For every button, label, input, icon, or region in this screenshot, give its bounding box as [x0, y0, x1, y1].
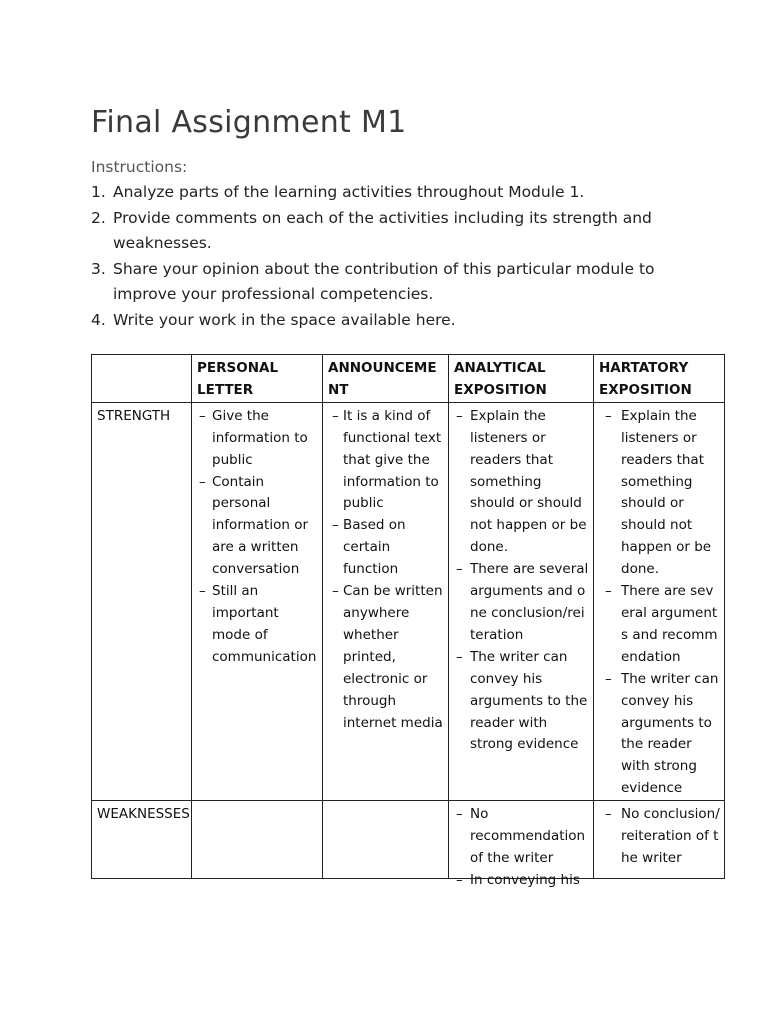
list-item: – In conveying his [456, 871, 580, 888]
cell-strength-personal-letter [192, 402, 323, 800]
cell-weaknesses-hortatory-exposition [594, 801, 725, 879]
cell-strength-analytical-exposition [449, 402, 594, 800]
list-item: – Explain the listeners or readers that something should or should not happen or be done. [456, 407, 587, 556]
list-item: – The writer can convey his arguments to the reader with strong evidence [605, 670, 719, 797]
list-item: – Give the information to public [199, 407, 308, 468]
list-item: – It is a kind of functional text that give the information to public [332, 407, 442, 512]
list-item: – No recommendation of the writer [456, 806, 586, 866]
comparison-table [91, 354, 725, 888]
header-announcement: ANNOUNCEMENT [323, 355, 449, 403]
list-item: – Can be written anywhere whether printed, electronic or through internet media [332, 583, 443, 731]
list-item: – Based on certain function [332, 517, 406, 578]
list-item: – Explain the listeners or readers that something should or should not happen or be done. [605, 407, 712, 578]
list-item: – Still an important mode of communication [199, 583, 317, 665]
header-personal-letter: PERSONAL LETTER [192, 355, 323, 403]
row-label-weaknesses: WEAKNESSES [92, 801, 192, 879]
table-row-strength [92, 402, 725, 800]
page-title: Final Assignment M1 [91, 105, 407, 140]
list-item: – Contain personal information or are a written conversation [199, 473, 309, 578]
instructions-heading: Instructions: [91, 158, 188, 176]
instruction-item: 2. Provide comments on each of the activities including its strength and weaknesses. [91, 208, 652, 252]
header-analytical-exposition: ANALYTICAL EXPOSITION [449, 355, 594, 403]
header-hortatory-exposition: HARTATORY EXPOSITION [594, 355, 725, 403]
table-row-weaknesses [92, 801, 725, 879]
list-item: – There are several arguments and recommendation [605, 583, 718, 665]
instruction-item: 1. Analyze parts of the learning activities throughout Module 1. [91, 183, 585, 201]
document-page [91, 104, 731, 333]
row-label-strength: STRENGTH [92, 402, 192, 800]
cell-weaknesses-analytical-exposition [449, 801, 594, 888]
instruction-list [91, 180, 731, 333]
table-header-row [92, 355, 725, 403]
cell-strength-announcement [323, 402, 449, 800]
cell-weaknesses-personal-letter [192, 801, 323, 879]
header-blank [92, 355, 192, 403]
instruction-item: 3. Share your opinion about the contribution of this particular module to improve your professional competencies. [91, 259, 655, 303]
list-item: – There are several arguments and one conclusion/reiteration [456, 561, 589, 643]
list-item: – No conclusion/reiteration of the writer [605, 806, 720, 866]
cell-weaknesses-announcement [323, 801, 449, 879]
instruction-item: 4. Write your work in the space available here. [91, 310, 456, 329]
cell-strength-hortatory-exposition [594, 402, 725, 800]
list-item: – The writer can convey his arguments to the reader with strong evidence [456, 648, 588, 753]
